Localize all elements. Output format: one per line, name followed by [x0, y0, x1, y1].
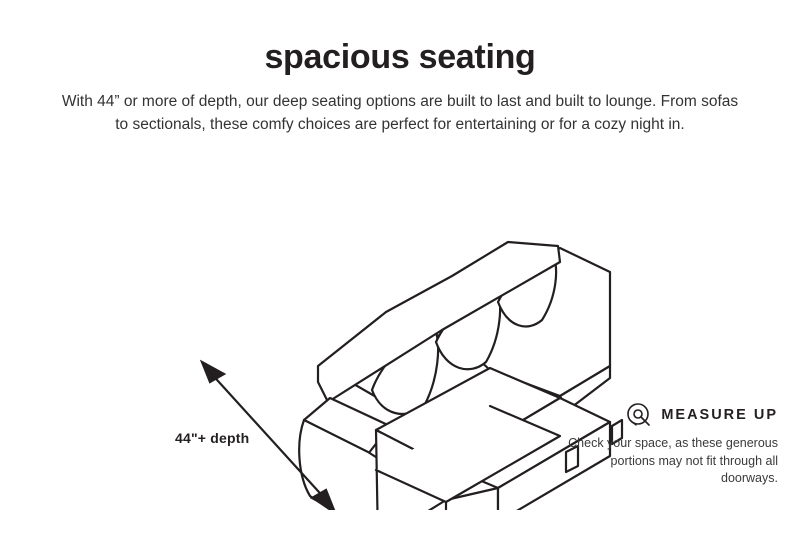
measure-up-title: MEASURE UP: [661, 407, 778, 423]
page-subhead: With 44” or more of depth, our deep seating options are built to last and built to lounge. From sofas to sectionals, these comfy choices are perfect for entertaining or for a cozy night in.: [61, 93, 739, 133]
page-title: spacious seating: [264, 38, 536, 76]
depth-dimension-label: 44"+ depth: [175, 430, 250, 446]
measure-up-callout: [568, 402, 778, 488]
measuring-tape-icon: [626, 402, 652, 428]
measure-up-body: Check your space, as these generous portions may not fit through all doorways.: [568, 436, 778, 485]
sofa-illustration: [90, 130, 650, 510]
